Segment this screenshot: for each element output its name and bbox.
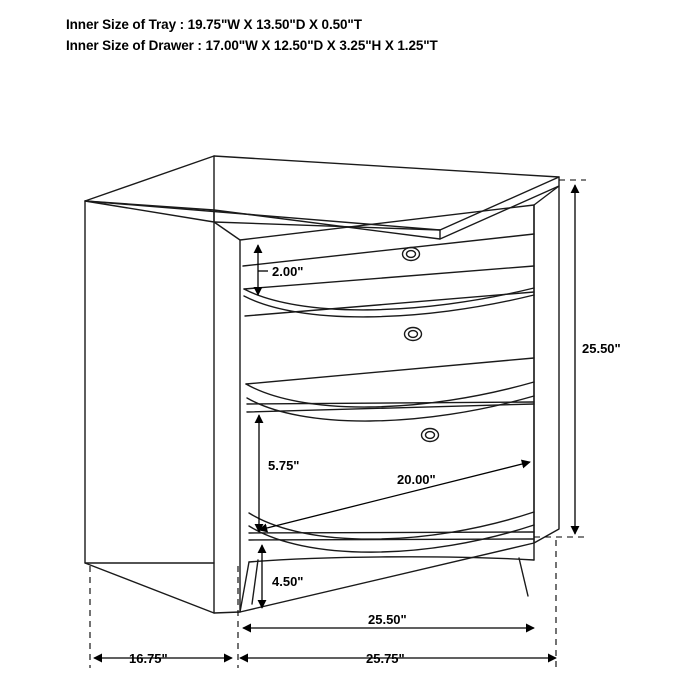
drawer-knob-bottom bbox=[422, 429, 439, 442]
dim-label-drawer-width: 20.00" bbox=[397, 472, 436, 487]
cabinet-right-stile bbox=[534, 186, 559, 543]
witness-lines bbox=[90, 180, 586, 668]
dim-label-leg: 4.50" bbox=[272, 574, 304, 589]
spec-line-tray: Inner Size of Tray : 19.75"W X 13.50"D X 0.50"T bbox=[66, 17, 362, 32]
dim-label-side-depth: 16.75" bbox=[129, 651, 168, 666]
drawer-front-middle bbox=[245, 292, 534, 421]
cabinet-left-side-panel bbox=[85, 201, 214, 613]
cabinet-top-surface bbox=[85, 156, 559, 239]
dim-drawer-width bbox=[259, 462, 530, 530]
dim-label-total-height: 25.50" bbox=[582, 341, 621, 356]
dim-label-bottom-drawer: 5.75" bbox=[268, 458, 300, 473]
spec-line-drawer: Inner Size of Drawer : 17.00"W X 12.50"D X 3.25"H X 1.25"T bbox=[66, 38, 438, 53]
dim-label-front-width: 25.50" bbox=[368, 612, 407, 627]
dim-label-top-drawer: 2.00" bbox=[272, 264, 304, 279]
drawer-front-bottom bbox=[247, 404, 534, 552]
cabinet-apron-and-legs bbox=[85, 539, 534, 612]
dim-label-overall-width: 25.75" bbox=[366, 651, 405, 666]
drawer-knob-middle bbox=[405, 328, 422, 341]
drawer-knob-top bbox=[403, 248, 420, 261]
